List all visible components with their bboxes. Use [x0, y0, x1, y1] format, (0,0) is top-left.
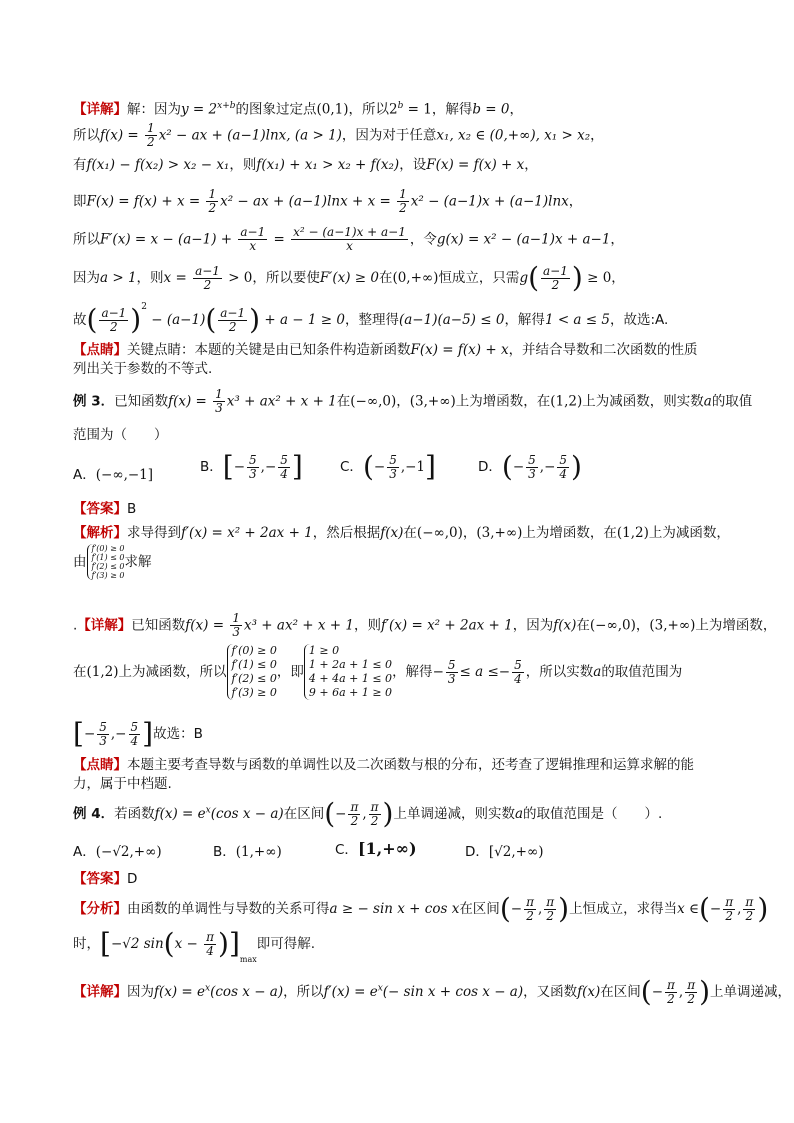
system-derivative: f′(0) ≥ 0 f′(1) ≤ 0 f′(2) ≤ 0 f′(3) ≥ 0 — [227, 644, 277, 700]
detail-line-6: 因为a > 1，则x = $\frac{a-1}{2}$ > 0，所以要使F′(x) ≥ 0在(0,+∞)恒成立，只需g( $\frac{a-1}{2}$ ) ≥ 0， — [73, 261, 625, 294]
ex4-option-b[interactable]: B．(1,+∞) — [213, 844, 282, 860]
example-3-stem: 例 3．已知函数f(x) = $\frac{1}{3}$ x³ + ax² + x + 1在(−∞,0)，(3,+∞)上为增函数，在(1,2)上为减函数，则实数a的取值 — [73, 387, 753, 415]
point-line-1: 【点睛】关键点睛：本题的关键是由已知条件构造新函数F(x) = f(x) + x，并结合导数和二次函数的性质 — [73, 342, 698, 358]
ex3-answer: 【答案】B — [73, 501, 137, 517]
detail-line-4: 即F(x) = f(x) + x = $\frac{1}{2}$ x² − ax + (a−1)lnx + x = $\frac{1}{2}$ x² − (a−1)x + (a−1)lnx， — [73, 187, 583, 215]
ex4-analysis-1: 【分析】由函数的单调性与导数的关系可得a ≥ − sin x + cos x在区间(− $\frac{\pi}{2}$ , $\frac{\pi}{2}$ )上恒成立，求得当x ∈(− $\frac{\pi}{2}$ , $\frac{\pi}{2}$ ) — [73, 892, 769, 925]
example-3-stem-2: 范围为（ ） — [73, 427, 168, 443]
ex3-detail-2: 在(1,2)上为减函数，所以 f′(0) ≥ 0 f′(1) ≤ 0 f′(2) ≤ 0 f′(3) ≥ 0 ，即 1 ≥ 0 1 + 2a + 1 ≤ 0 4 + 4a + 1 ≤ 0 9 + 6a + 1 ≥ 0 ，解得− $\frac{5}{3}$ ≤ a ≤− $\frac{5}{4}$ ，所以实数a的取值范围为 — [73, 644, 683, 699]
point-line-2: 列出关于参数的不等式. — [73, 361, 213, 377]
ex3-analysis-1: 【解析】求导得到f′(x) = x² + 2ax + 1，然后根据f(x)在(−∞,0)，(3,+∞)上为增函数，在(1,2)上为减函数， — [73, 525, 730, 541]
system-numeric: 1 ≥ 0 1 + 2a + 1 ≤ 0 4 + 4a + 1 ≤ 0 9 + 6a + 1 ≥ 0 — [304, 644, 392, 700]
detail-line-1: 【详解】解：因为$y = 2^{x+b}$的图象过定点(0,1)，所以$2^b = 1$，解得b = 0， — [73, 101, 523, 118]
ex4-analysis-2: 时，[−√2 sin(x − $\frac{\pi}{4}$ )]$_{max}$即可得解. — [73, 927, 316, 964]
ex4-answer: 【答案】D — [73, 871, 138, 887]
ex4-option-d[interactable]: D．[√2,+∞) — [465, 844, 544, 860]
detail-line-5: 所以F′(x) = x − (a−1) + $\frac{a-1}{x}$ = $\frac{\text{x² − (a−1)x + a−1}}{x}$ ，令g(x) = x² − (a−1)x + a−1， — [73, 225, 624, 253]
ex4-option-a[interactable]: A．(−√2,+∞) — [73, 844, 162, 860]
ex3-point-2: 力，属于中档题. — [73, 776, 172, 792]
ex3-option-a[interactable]: A．(−∞,−1] — [73, 467, 154, 483]
detail-line-7: 故( $\frac{a-1}{2}$ )$^2$ − (a−1)( $\frac{a-1}{2}$ ) + a − 1 ≥ 0，整理得(a−1)(a−5) ≤ 0，解得1 < a ≤ 5，故选:A. — [73, 301, 669, 336]
ex3-point-1: 【点睛】本题主要考查导数与函数的单调性以及二次函数与根的分布，还考查了逻辑推理和运算求解的能 — [73, 757, 694, 773]
ex3-detail-3: [− $\frac{5}{3}$ ,− $\frac{5}{4}$ ]故选：B — [73, 717, 203, 750]
detail-line-2: 所以f(x) = $\frac{1}{2}$ x² − ax + (a−1)lnx, (a > 1)，因为对于任意x₁, x₂ ∈ (0,+∞), x₁ > x₂， — [73, 121, 604, 149]
system-small: f′(0) ≥ 0 f′(1) ≤ 0 f′(2) ≤ 0 f′(3) ≥ 0 — [87, 544, 125, 580]
ex3-option-c[interactable]: C．(− $\frac{5}{3}$ ,−1] — [340, 450, 436, 483]
detail-tag: 【详解】 — [73, 101, 127, 118]
ex3-analysis-2: 由 f′(0) ≥ 0 f′(1) ≤ 0 f′(2) ≤ 0 f′(3) ≥ 0 求解 — [73, 544, 152, 580]
ex4-option-c[interactable]: C．[1,+∞) — [335, 839, 417, 858]
fraction-half: $\frac{1}{2}$ — [147, 121, 155, 149]
ex3-detail-1: .【详解】已知函数f(x) = $\frac{1}{3}$ x³ + ax² + x + 1，则f′(x) = x² + 2ax + 1，因为f(x)在(−∞,0)，(3,+∞)上为增函数， — [73, 611, 777, 639]
ex3-option-d[interactable]: D．(− $\frac{5}{3}$ ,− $\frac{5}{4}$ ) — [478, 450, 582, 483]
example-4-stem: 例 4．若函数$f(x) = e^x(\cos$ x − a)在区间(− $\frac{\pi}{2}$ , $\frac{\pi}{2}$ )上单调递减，则实数a的取值范围是（ ）. — [73, 797, 663, 830]
detail-line-3: 有f(x₁) − f(x₂) > x₂ − x₁，则f(x₁) + x₁ > x₂ + f(x₂)，设F(x) = f(x) + x， — [73, 157, 538, 173]
ex4-detail-1: 【详解】因为$f(x) = e^x(\cos$ x − a)，所以$f'(x) = e^x(- \sin x + \cos x - a)$，又函数f(x)在区间(− $\frac{\pi}{2}$ , $\frac{\pi}{2}$ )上单调递减， — [73, 975, 792, 1008]
ex3-option-b[interactable]: B．[− $\frac{5}{3}$ ,− $\frac{5}{4}$ ] — [200, 450, 303, 483]
